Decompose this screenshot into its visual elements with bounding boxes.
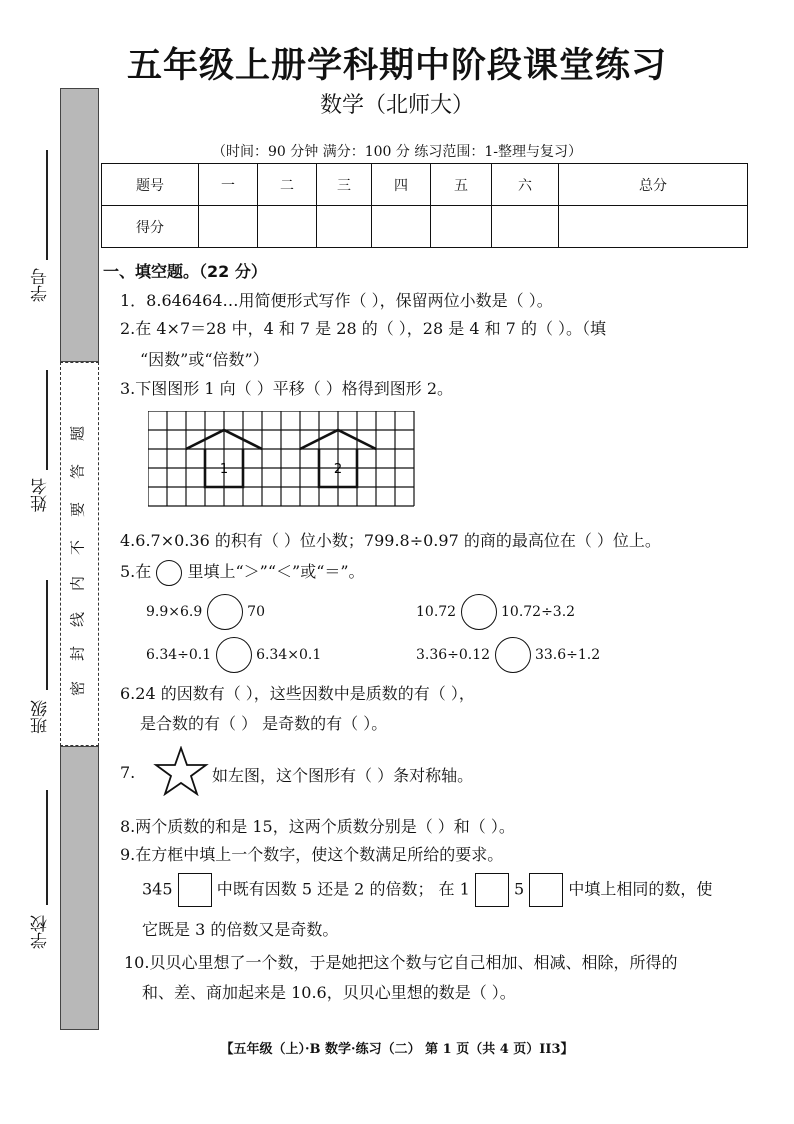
shape-1-label: 1 — [219, 462, 229, 477]
compare-item — [416, 637, 600, 673]
score-cell: 五 — [431, 164, 492, 206]
name-underline — [46, 370, 48, 470]
class-label: 班级 — [31, 700, 51, 734]
score-blank — [559, 206, 748, 248]
page-title: 五年级上册学科期中阶段课堂练习 — [126, 46, 667, 86]
score-table — [101, 163, 748, 248]
compare-item — [146, 594, 265, 630]
student-id-label: 学号 — [31, 268, 51, 302]
shape-2-label: 2 — [333, 462, 343, 477]
compare-left: 6.34÷0.1 — [146, 647, 212, 663]
school-label: 学校 — [31, 915, 51, 949]
score-cell: 二 — [258, 164, 317, 206]
compare-item — [416, 594, 575, 630]
compare-left: 10.72 — [416, 604, 457, 620]
question-7: 如左图，这个图形有（ ）条对称轴。 — [212, 766, 474, 785]
answer-box[interactable] — [529, 873, 563, 907]
score-blank — [431, 206, 492, 248]
score-blank — [199, 206, 258, 248]
compare-circle[interactable] — [495, 637, 531, 673]
score-cell: 三 — [317, 164, 372, 206]
question-4: 4.6.7×0.36 的积有（ ）位小数；799.8÷0.97 的商的最高位在（ ）位上。 — [120, 531, 661, 550]
score-row-label: 得分 — [102, 206, 199, 248]
compare-item — [146, 637, 321, 673]
compare-right: 6.34×0.1 — [256, 647, 322, 663]
question-9: 9.在方框中填上一个数字，使这个数满足所给的要求。 — [120, 845, 504, 864]
seal-char: 线 — [68, 612, 87, 628]
question-6: 6.24 的因数有（ ），这些因数中是质数的有（ ）， — [120, 684, 475, 703]
score-blank — [492, 206, 559, 248]
answer-box[interactable] — [178, 873, 212, 907]
compare-circle-example — [156, 560, 182, 586]
score-cell: 一 — [199, 164, 258, 206]
question-6-continued: 是合数的有（ ） 是奇数的有（ ）。 — [140, 714, 388, 733]
section-heading: 一、填空题。（22 分） — [103, 262, 267, 281]
score-blank — [317, 206, 372, 248]
seal-char: 封 — [68, 646, 87, 662]
compare-circle[interactable] — [216, 637, 252, 673]
school-underline — [46, 790, 48, 905]
question-2: 2.在 4×7＝28 中，4 和 7 是 28 的（ ），28 是 4 和 7 的（ ）。（填 — [120, 319, 607, 338]
score-header-row — [102, 164, 748, 206]
seal-char: 密 — [68, 681, 87, 697]
answer-box[interactable] — [475, 873, 509, 907]
seal-char: 题 — [68, 426, 87, 442]
question-2-note: “因数”或“倍数”） — [140, 350, 269, 369]
class-underline — [46, 580, 48, 690]
score-cell: 六 — [492, 164, 559, 206]
grid-lines — [148, 411, 414, 506]
q9-number: 345 — [142, 879, 173, 899]
compare-left: 3.36÷0.12 — [416, 647, 491, 663]
q9-digit: 5 — [513, 879, 525, 899]
q9-text-end: 中填上相同的数，使 — [568, 879, 713, 899]
compare-right: 33.6÷1.2 — [534, 647, 601, 663]
compare-left: 9.9×6.9 — [146, 604, 203, 620]
question-7-number: 7. — [120, 763, 136, 782]
compare-circle[interactable] — [461, 594, 497, 630]
score-blank — [372, 206, 431, 248]
name-label: 姓名 — [31, 478, 51, 512]
question-3: 3.下图图形 1 向（ ）平移（ ）格得到图形 2。 — [120, 379, 454, 398]
score-blank — [258, 206, 317, 248]
seal-char: 不 — [68, 540, 87, 556]
question-8: 8.两个质数的和是 15，这两个质数分别是（ ）和（ ）。 — [120, 817, 515, 836]
question-5-suffix: 里填上“＞”“＜”或“＝”。 — [187, 562, 365, 581]
page-footer: 【五年级（上）·B 数学·练习（二） 第 1 页（共 4 页）II3】 — [220, 1042, 574, 1057]
seal-char: 要 — [68, 502, 87, 518]
compare-right: 10.72÷3.2 — [501, 604, 576, 620]
question-1: 1．8.646464…用简便形式写作（ ），保留两位小数是（ ）。 — [120, 291, 553, 310]
student-id-underline — [46, 150, 48, 260]
question-5 — [120, 559, 365, 586]
question-9-part-b: 它既是 3 的倍数又是奇数。 — [142, 920, 339, 939]
score-value-row — [102, 206, 748, 248]
compare-circle[interactable] — [207, 594, 243, 630]
score-cell: 题号 — [102, 164, 199, 206]
question-10-continued: 和、差、商加起来是 10.6，贝贝心里想的数是（ ）。 — [142, 983, 516, 1002]
seal-char: 内 — [68, 576, 87, 592]
score-cell: 四 — [372, 164, 431, 206]
binding-strip-bottom — [60, 746, 99, 1030]
star-icon — [153, 746, 209, 796]
compare-right: 70 — [247, 604, 265, 620]
exam-info: （时间：90 分钟 满分：100 分 练习范围：1-整理与复习） — [212, 144, 582, 160]
score-cell: 总分 — [559, 164, 748, 206]
binding-strip-top — [60, 88, 99, 362]
page-subtitle: 数学（北师大） — [319, 93, 474, 118]
question-9-part-a — [142, 873, 712, 907]
q9-text: 中既有因数 5 还是 2 的倍数； 在 1 — [216, 879, 470, 899]
seal-char: 答 — [68, 464, 87, 480]
question-5-prefix: 5.在 — [120, 562, 152, 581]
grid-figure — [148, 411, 416, 508]
question-10: 10.贝贝心里想了一个数，于是她把这个数与它自己相加、相减、相除，所得的 — [124, 953, 678, 972]
